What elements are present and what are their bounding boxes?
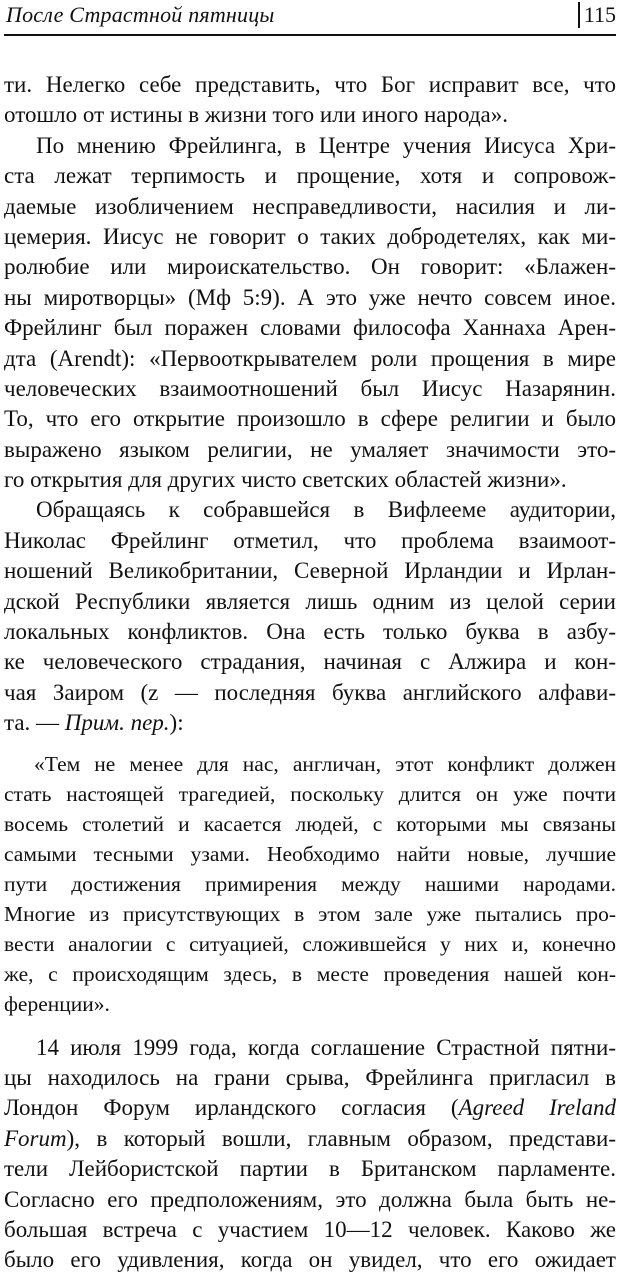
text-line: ке человеческого страдания, начиная с Алжира и кон- xyxy=(4,649,616,675)
text-line: ны миротворцы» (Мф 5:9). А это уже нечто совсем иное. xyxy=(4,284,616,310)
text-run: та. — xyxy=(4,710,65,736)
italic-term: Agreed Ireland xyxy=(458,1095,616,1121)
text-line: чая Заиром (z — последняя буква английского алфави- xyxy=(4,679,616,705)
text-line: человеческих взаимоотношений был Иисус Назарянин. xyxy=(4,375,616,401)
chapter-title: После Страстной пятницы xyxy=(6,2,275,27)
text-line: цемерия. Иисус не говорит о таких добродетелях, как ми- xyxy=(4,223,616,249)
quote-line: «Тем не менее для нас, англичан, этот конфликт должен xyxy=(34,751,616,776)
page-body xyxy=(4,70,616,1276)
quote-line: Многие из присутствующих в этом зале уже пытались про- xyxy=(4,901,616,926)
editor-note: Прим. пер. xyxy=(64,710,170,736)
text-line: го открытия для других чисто светских областей жизни». xyxy=(4,467,567,493)
text-line: ста лежат терпимость и прощение, хотя и сопровож- xyxy=(4,163,616,189)
text-line: То, что его открытие произошло в сфере религии и было xyxy=(4,406,616,432)
text-line: ролюбие или мироискательство. Он говорит: «Блажен- xyxy=(4,254,616,280)
quote-line: пути достижения примирения между нашими народами. xyxy=(4,871,616,896)
text-line: отошло от истины в жизни того или иного народа». xyxy=(4,102,508,128)
text-line: ношений Великобритании, Северной Ирландии и Ирлан- xyxy=(4,558,616,584)
quote-line: самыми тесными узами. Необходимо найти новые, лучшие xyxy=(4,841,616,866)
paragraph xyxy=(4,495,616,738)
paragraph xyxy=(4,70,616,131)
text-line xyxy=(4,1124,616,1154)
running-head xyxy=(4,0,616,36)
paragraph xyxy=(4,131,616,496)
text-line: Согласно его предположениям, это должна была быть не- xyxy=(4,1186,616,1212)
text-line: По мнению Фрейлинга, в Центре учения Иисуса Хри- xyxy=(36,132,616,158)
text-line: выражено языком религии, не умаляет значимости это- xyxy=(4,436,616,462)
text-line: Обращаясь к собравшейся в Вифлееме аудитории, xyxy=(36,497,616,523)
text-line: было его удивления, когда он увидел, что его ожидает xyxy=(4,1247,616,1273)
text-line: большая встреча с участием 10—12 человек. Каково же xyxy=(4,1216,616,1242)
text-line: локальных конфликтов. Она есть только буква в азбу- xyxy=(4,619,616,645)
text-line: Фрейлинг был поражен словами философа Ханнаха Арен- xyxy=(4,315,616,341)
text-line: дта (Arendt): «Первооткрывателем роли прощения в мире xyxy=(4,345,616,371)
text-line: 14 июля 1999 года, когда соглашение Страстной пятни- xyxy=(36,1034,616,1060)
page-number: 115 xyxy=(578,2,616,28)
text-line: цы находилось на грани срыва, Фрейлинга пригласил в xyxy=(4,1064,616,1090)
quote-line: ференции». xyxy=(4,991,110,1016)
text-run: ): xyxy=(169,710,184,736)
quote-line: стать настоящей трагедией, поскольку длится он уже почти xyxy=(4,781,616,806)
italic-term: Forum xyxy=(4,1125,67,1151)
text-line xyxy=(4,1093,616,1123)
quote-line: же, с происходящим здесь, в месте проведения нашей кон- xyxy=(4,961,616,986)
quote-line: восемь столетий и касается людей, с которыми мы связаны xyxy=(4,811,616,836)
block-quote xyxy=(4,749,616,1019)
text-line xyxy=(4,708,616,738)
text-line: тели Лейбористской партии в Британском парламенте. xyxy=(4,1156,616,1182)
quote-line: вести аналогии с ситуацией, сложившейся у них и, конечно xyxy=(4,931,616,956)
paragraph xyxy=(4,1033,616,1276)
text-run: Лондон Форум ирландского согласия ( xyxy=(4,1095,459,1121)
text-line: даемые изобличением несправедливости, насилия и ли- xyxy=(4,193,616,219)
text-line: дской Республики является лишь одним из целой серии xyxy=(4,588,616,614)
text-line: Николас Фрейлинг отметил, что проблема взаимоот- xyxy=(4,527,616,553)
text-line: ти. Нелегко себе представить, что Бог исправит все, что xyxy=(4,72,616,97)
text-run: ), в который вошли, главным образом, представи- xyxy=(66,1125,616,1151)
